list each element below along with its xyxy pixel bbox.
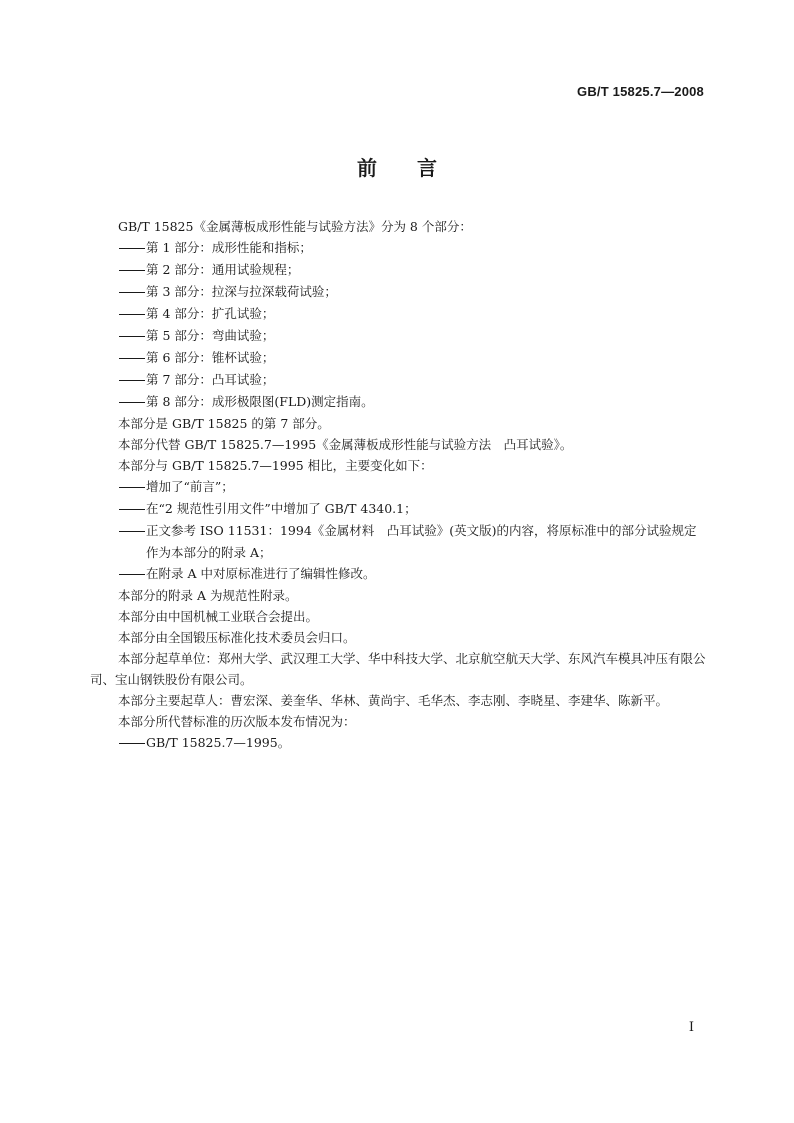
list-item: 第 6 部分：锥杯试验； bbox=[90, 347, 706, 369]
changes-intro-paragraph: 本部分与 GB/T 15825.7—1995 相比，主要变化如下： bbox=[118, 458, 433, 473]
standard-code: GB/T 15825.7—2008 bbox=[577, 84, 704, 99]
proposed-by-paragraph: 本部分由中国机械工业联合会提出。 bbox=[118, 609, 319, 624]
list-item: 第 4 部分：扩孔试验； bbox=[90, 303, 706, 325]
change-item: 在“2 规范性引用文件”中增加了 GB/T 4340.1； bbox=[90, 498, 706, 520]
dash-mark bbox=[118, 348, 146, 369]
change-item: 增加了“前言”； bbox=[90, 476, 706, 498]
list-item: 第 5 部分：弯曲试验； bbox=[90, 325, 706, 347]
dash-mark bbox=[118, 260, 146, 281]
replaces-paragraph: 本部分代替 GB/T 15825.7—1995《金属薄板成形性能与试验方法 凸耳试验》。 bbox=[118, 437, 573, 452]
dash-mark bbox=[118, 282, 146, 303]
list-item: 第 7 部分：凸耳试验； bbox=[90, 369, 706, 391]
dash-mark bbox=[118, 564, 146, 585]
dash-mark bbox=[118, 392, 146, 413]
drafters-paragraph: 本部分主要起草人：曹宏深、姜奎华、华林、黄尚宇、毛华杰、李志刚、李晓星、李建华、陈新平。 bbox=[118, 693, 669, 708]
change-item: 正文参考 ISO 11531：1994《金属材料 凸耳试验》(英文版)的内容，将原标准中的部分试验规定作为本部分的附录 A； bbox=[90, 520, 706, 563]
dash-mark bbox=[118, 733, 146, 754]
history-item: GB/T 15825.7—1995。 bbox=[90, 732, 706, 754]
list-item: 第 3 部分：拉深与拉深载荷试验； bbox=[90, 281, 706, 303]
annex-note-paragraph: 本部分的附录 A 为规范性附录。 bbox=[118, 588, 298, 603]
intro-paragraph: GB/T 15825《金属薄板成形性能与试验方法》分为 8 个部分： bbox=[118, 219, 472, 234]
dash-mark bbox=[118, 477, 146, 498]
page-title: 前言 bbox=[357, 156, 477, 180]
drafting-units-paragraph: 本部分起草单位：郑州大学、武汉理工大学、华中科技大学、北京航空航天大学、东风汽车模具冲压有限公司、宝山钢铁股份有限公司。 bbox=[90, 651, 706, 687]
dash-mark bbox=[118, 326, 146, 347]
foreword-body bbox=[90, 216, 706, 754]
managed-by-paragraph: 本部分由全国锻压标准化技术委员会归口。 bbox=[118, 630, 356, 645]
list-item: 第 2 部分：通用试验规程； bbox=[90, 259, 706, 281]
page-number: I bbox=[688, 1020, 694, 1035]
dash-mark bbox=[118, 499, 146, 520]
part-is-paragraph: 本部分是 GB/T 15825 的第 7 部分。 bbox=[118, 416, 330, 431]
change-item: 在附录 A 中对原标准进行了编辑性修改。 bbox=[90, 563, 706, 585]
history-intro-paragraph: 本部分所代替标准的历次版本发布情况为： bbox=[118, 714, 356, 729]
list-item: 第 1 部分：成形性能和指标； bbox=[90, 237, 706, 259]
dash-mark bbox=[118, 238, 146, 259]
dash-mark bbox=[118, 370, 146, 391]
dash-mark bbox=[118, 521, 146, 542]
dash-mark bbox=[118, 304, 146, 325]
list-item: 第 8 部分：成形极限图(FLD)测定指南。 bbox=[90, 391, 706, 413]
